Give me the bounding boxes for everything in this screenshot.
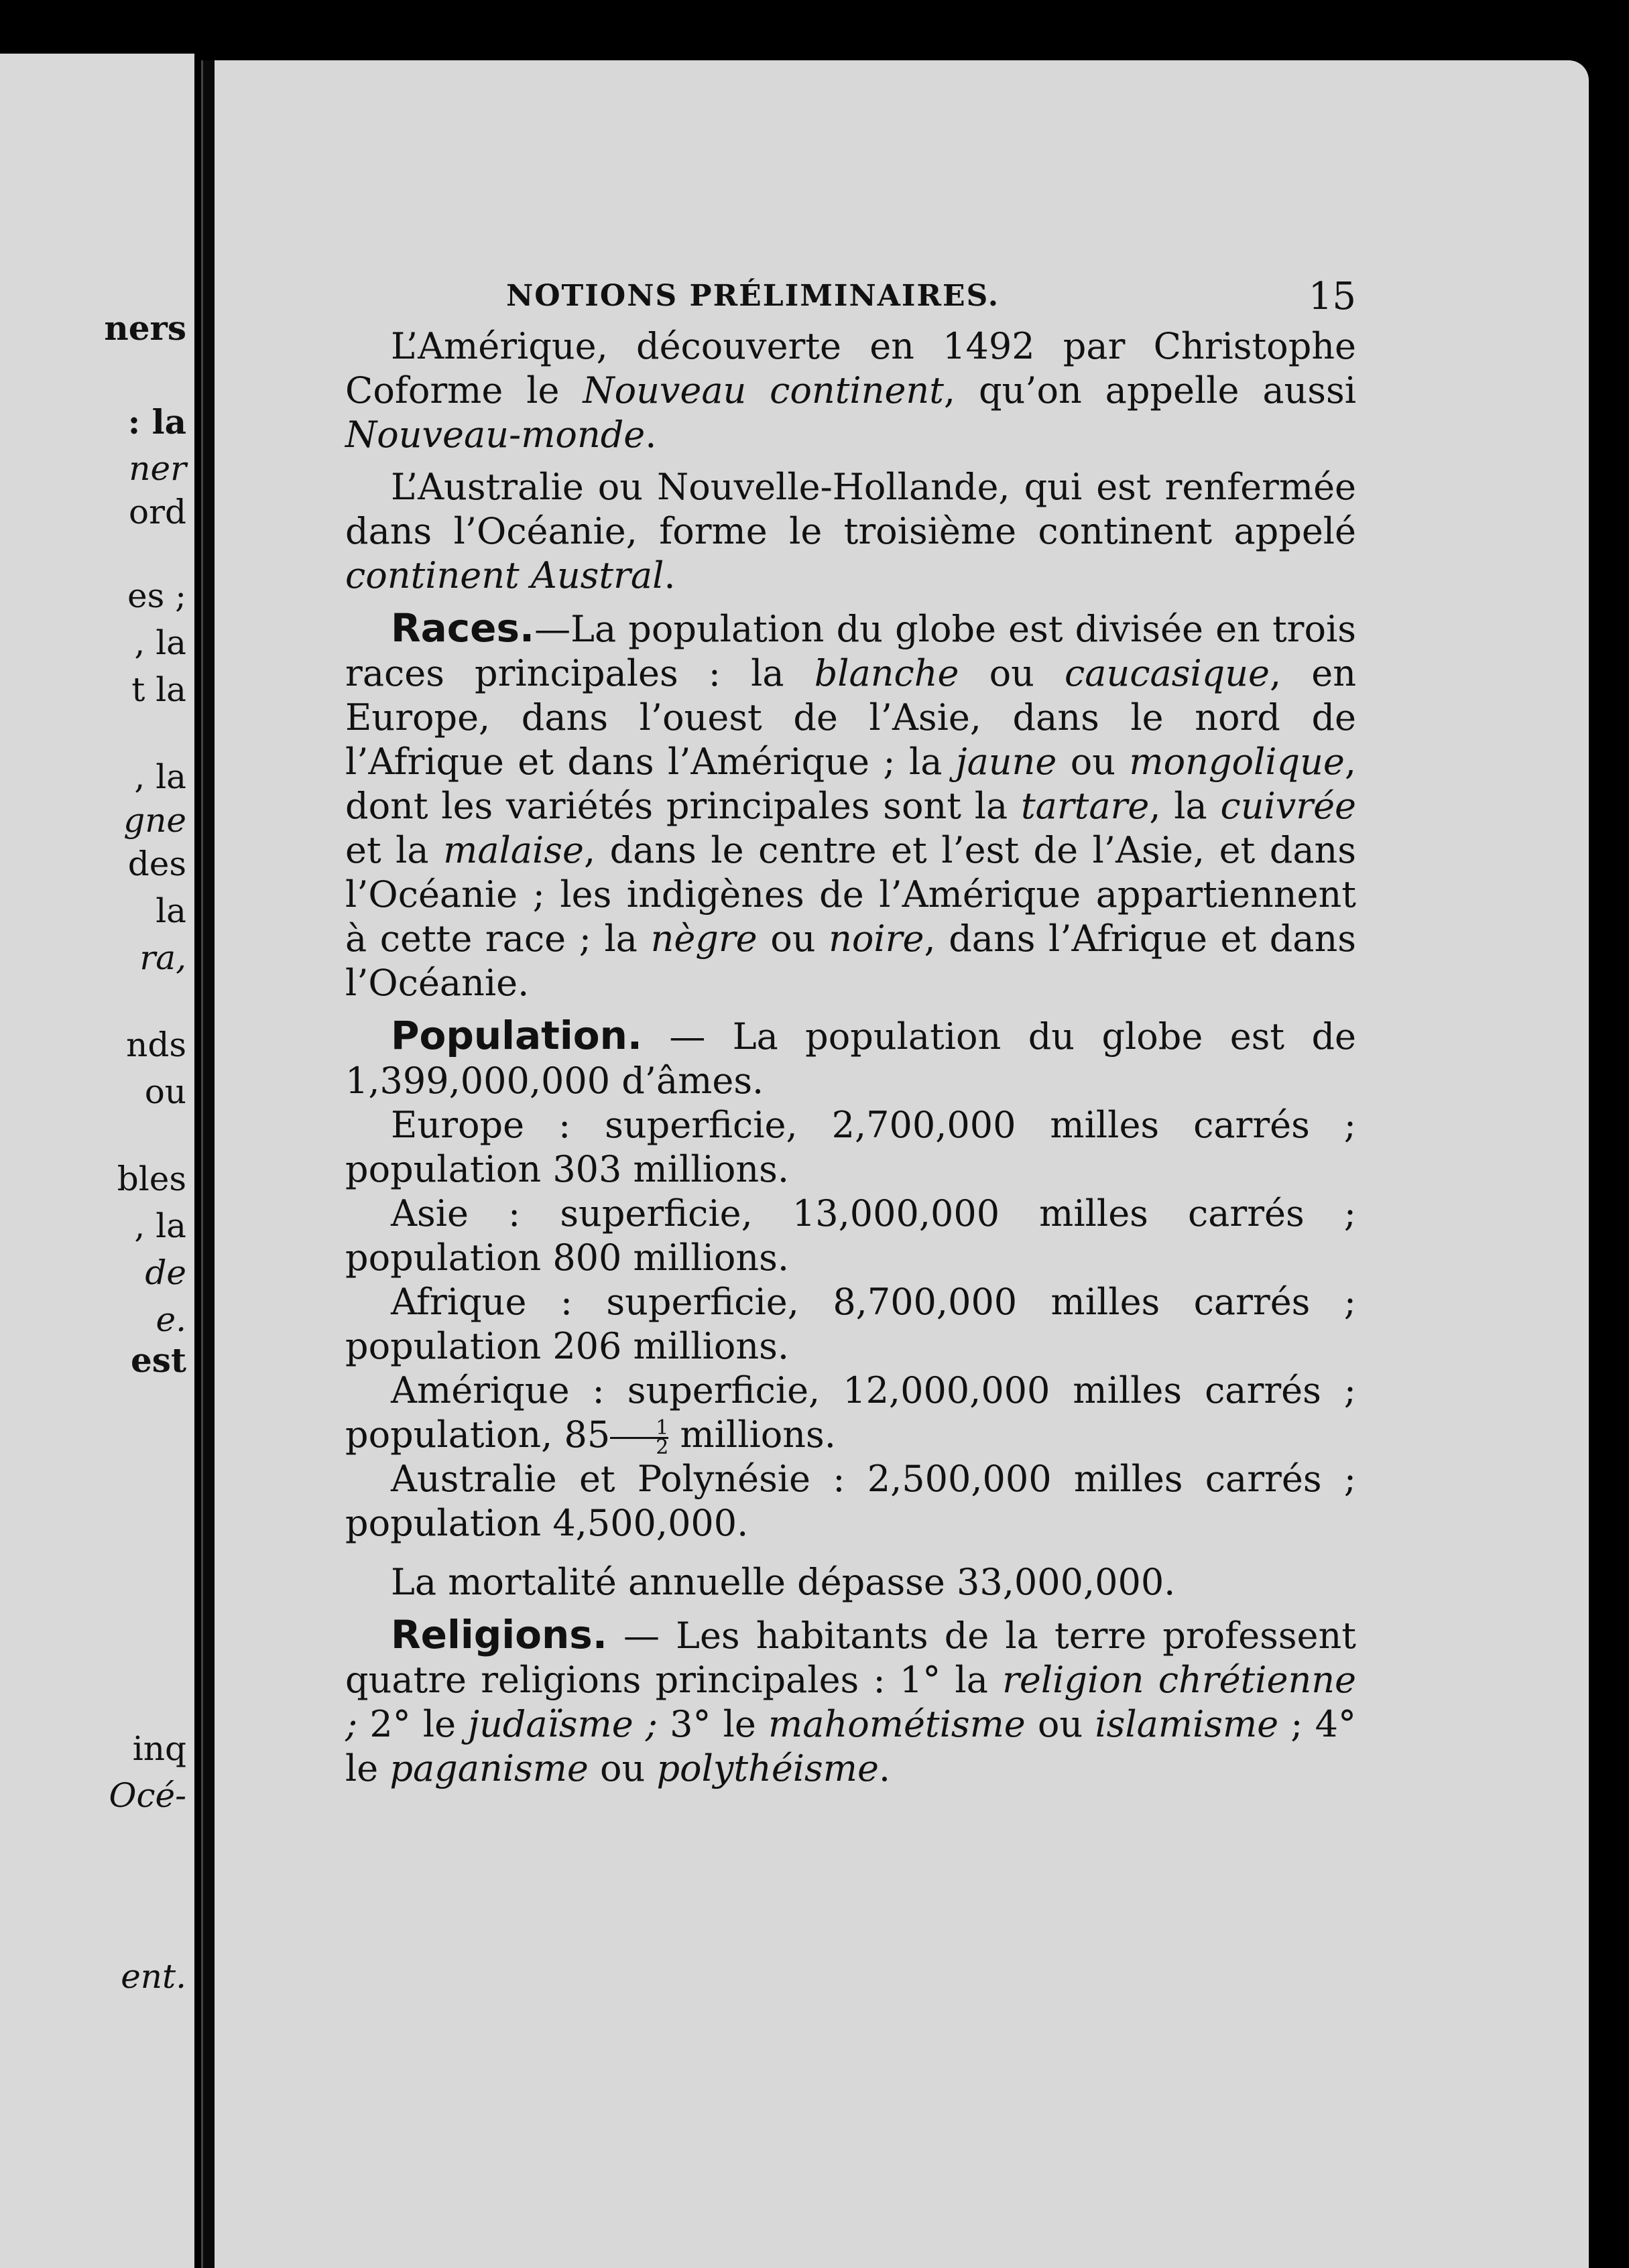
page-content xyxy=(345,275,1356,1799)
facing-page-fragment: Océ- xyxy=(109,1776,186,1815)
stat-asie: Asie : superficie, 13,000,000 milles carrés ; population 800 millions. xyxy=(345,1192,1356,1279)
section-heading-religions: Religions. xyxy=(391,1612,607,1657)
facing-page-fragment: ent. xyxy=(121,1957,186,1996)
book-gutter xyxy=(201,60,215,2268)
facing-page-fragment: es ; xyxy=(127,576,186,615)
facing-page-fragment: e. xyxy=(156,1300,186,1339)
facing-page-fragment: nds xyxy=(126,1025,186,1064)
paragraph-amerique: L’Amérique, découverte en 1492 par Christophe Coforme le Nouveau continent, qu’on appelle aussi Nouveau-monde. xyxy=(345,325,1356,456)
facing-page-fragment: ner xyxy=(129,449,186,488)
stat-mortalite: La mortalité annuelle dépasse 33,000,000. xyxy=(391,1561,1176,1603)
fraction-one-half: $\frac{1}{2}$ xyxy=(610,1420,668,1456)
facing-page-fragment: de xyxy=(145,1253,186,1292)
facing-page-fragment: ners xyxy=(104,308,186,348)
stat-australie: Australie et Polynésie : 2,500,000 milles carrés ; population 4,500,000. xyxy=(345,1458,1356,1544)
facing-page-fragment: ou xyxy=(144,1072,186,1111)
stat-europe: Europe : superficie, 2,700,000 milles carrés ; population 303 millions. xyxy=(345,1104,1356,1190)
section-heading-population: Population. xyxy=(391,1013,642,1058)
facing-page-fragment: ra, xyxy=(139,938,186,977)
facing-page-fragment: t la xyxy=(131,670,186,709)
running-title: NOTIONS PRÉLIMINAIRES. xyxy=(506,279,1000,313)
facing-page-edge xyxy=(0,54,194,2268)
stat-afrique: Afrique : superficie, 8,700,000 milles carrés ; population 206 millions. xyxy=(345,1281,1356,1367)
facing-page-fragment: la xyxy=(156,891,186,930)
page-number: 15 xyxy=(1308,275,1356,318)
facing-page-fragment: inq xyxy=(132,1729,186,1768)
stat-amerique: Amérique : superficie, 12,000,000 milles carrés ; population, 85 $\frac{1}{2}$ millions. xyxy=(345,1369,1356,1459)
facing-page-fragment: bles xyxy=(117,1159,186,1198)
section-heading-races: Races. xyxy=(391,605,535,651)
facing-page-fragment: ord xyxy=(128,493,186,531)
paragraph-races: Races.—La population du globe est divisée en trois races principales : la blanche ou caucasique, en Europe, dans l’ouest de l’Asie, dans le nord de l’Afrique et dans l’Amérique ; la jaune ou mongolique, dont les variétés principales sont la tartare, la cuivrée et la malaise, dans le centre et l’est de l’Asie, et dans l’Océanie ; les indigènes de l’Amérique appartiennent à cette race ; la nègre ou noire, dans l’Afrique et dans l’Océanie. xyxy=(345,605,1357,1004)
facing-page-fragment: est xyxy=(130,1340,186,1380)
book-page xyxy=(215,60,1589,2268)
facing-page-fragment: des xyxy=(127,844,186,883)
paragraph-australie: L’Australie ou Nouvelle-Hollande, qui est renfermée dans l’Océanie, forme le troisième continent appelé continent Austral. xyxy=(345,466,1356,596)
facing-page-fragment: , la xyxy=(134,623,186,662)
paragraph-religions: Religions. — Les habitants de la terre professent quatre religions principales : 1° la religion chrétienne ; 2° le judaïsme ; 3° le mahométisme ou islamisme ; 4° le paganisme ou polythéisme. xyxy=(345,1612,1356,1789)
paragraph-population: Population. — La population du globe est de 1,399,000,000 d’âmes. xyxy=(345,1013,1356,1102)
facing-page-fragment: , la xyxy=(134,757,186,796)
facing-page-fragment: , la xyxy=(134,1206,186,1245)
facing-page-fragment: gne xyxy=(123,801,186,840)
facing-page-fragment: : la xyxy=(127,402,186,442)
running-head xyxy=(345,275,1356,319)
